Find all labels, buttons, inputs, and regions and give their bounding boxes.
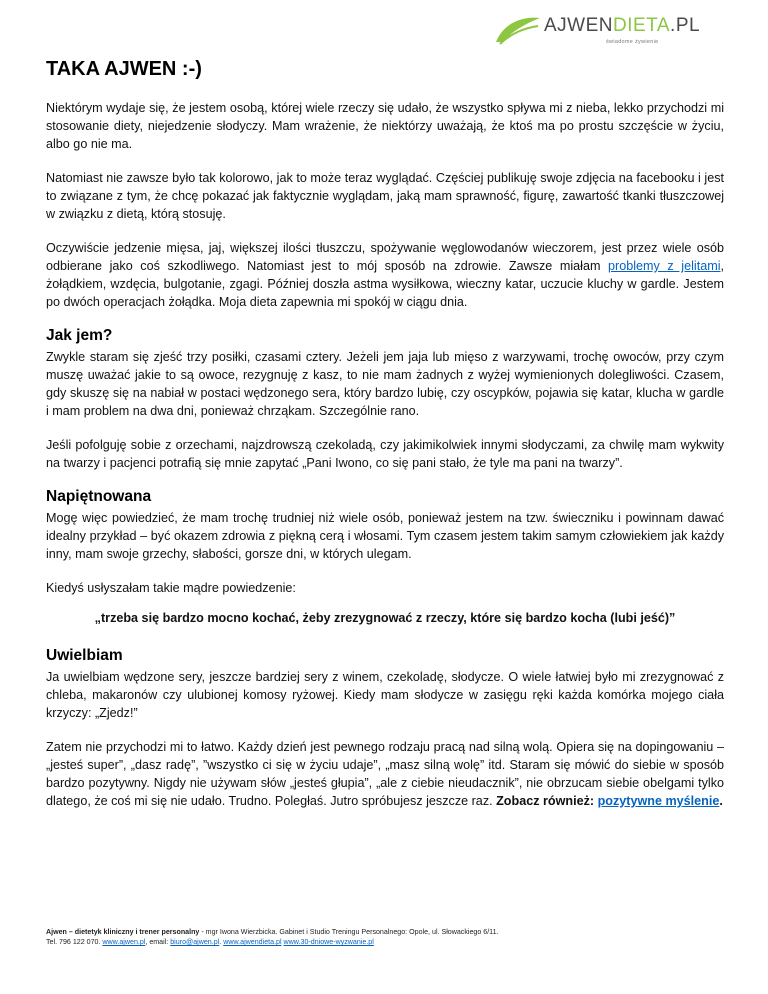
- site-logo: [494, 12, 724, 50]
- napietnowana-paragraph-2: Kiedyś usłyszałam takie mądre powiedzenie:: [46, 581, 296, 595]
- footer-link-email[interactable]: biuro@ajwen.pl: [170, 938, 220, 946]
- uwielbiam-paragraph-2: Zatem nie przychodzi mi to łatwo. Każdy dzień jest pewnego rodzaju pracą nad silną wolą. Opiera się na dopingowaniu – „jesteś super”, „dasz radę”, ”wszystko ci się w życiu udaje”, „masz silną wolę” itd. Staram się mówić do siebie w sposób bardzo pozytywny. Nigdy nie używam słów „jesteś głupia”, „ale z ciebie nieudacznik”, nie obrzucam siebie obelgami tylko dlatego, że coś mi się nie udało. Trudno. Poległaś. Jutro spróbujesz jeszcze raz. Zobacz również: pozytywne myślenie.: [46, 740, 724, 808]
- heading-napietnowana: Napiętnowana: [46, 488, 152, 505]
- footer-link-ajwen[interactable]: www.ajwen.pl: [102, 938, 146, 946]
- heading-jak-jem: Jak jem?: [46, 327, 113, 344]
- article: [46, 58, 724, 826]
- footer-link-ajwendieta[interactable]: www.ajwendieta.pl: [223, 938, 282, 946]
- jak-jem-paragraph-2: Jeśli pofolguję sobie z orzechami, najzdrowszą czekoladą, czy jakimikolwiek innymi słodyczami, za chwilę mam wykwity na twarzy i pacjenci potrafią się mnie zapytać „Pani Iwono, co się pani stało, że tyle ma pani na twarzy”.: [46, 438, 724, 470]
- intro-paragraph-2: Natomiast nie zawsze było tak kolorowo, jak to może teraz wyglądać. Częściej publikuję swoje zdjęcia na facebooku i jest to związane z tym, że chcę pokazać jak faktycznie wyglądam, jaką mam sprawność, figurę, zawartość tkanki tłuszczowej w związku z dietą, którą stosuję.: [46, 171, 724, 221]
- link-pozytywne-myslenie[interactable]: pozytywne myślenie: [597, 794, 720, 808]
- intro-paragraph-1: Niektórym wydaje się, że jestem osobą, której wiele rzeczy się udało, że wszystko spływa mi z nieba, lekko przychodzi mi stosowanie diety, niejedzenie słodyczy. Mam wrażenie, że niektórzy uważają, że ktoś ma po prostu szczęście w życiu, albo go nie ma.: [46, 101, 724, 151]
- quote: „trzeba się bardzo mocno kochać, żeby zrezygnować z rzeczy, które się bardzo kocha (lubi jeść)”: [94, 611, 676, 625]
- link-problemy-z-jelitami[interactable]: problemy z jelitami: [608, 259, 721, 273]
- logo-tagline: świadome żywienie: [606, 39, 659, 45]
- heading-uwielbiam: Uwielbiam: [46, 647, 123, 664]
- logo-text: AJWENDIETA.PL: [544, 15, 701, 36]
- uwielbiam-paragraph-1: Ja uwielbiam wędzone sery, jeszcze bardziej sery z winem, czekoladę, słodycze. O wiele łatwiej było mi zrezygnować z chleba, makaronów czy ulubionej komosy ryżowej. Kiedy mam słodycze w zasięgu ręki każda komórka mojego ciała krzyczy: „Zjedz!”: [46, 670, 724, 720]
- intro-paragraph-3: Oczywiście jedzenie mięsa, jaj, większej ilości tłuszczu, spożywanie węglowodanów wieczorem, jest przez wiele osób odbierane jako coś szkodliwego. Natomiast jest to mój sposób na zdrowie. Zawsze miałam problemy z jelitami, żołądkiem, wzdęcia, bulgotanie, zgagi. Później doszła astma wysiłkowa, wieczny katar, uczucie kluchy w gardle. Jestem po dwóch operacjach żołądka. Moja dieta zapewnia mi spokój w ciągu dnia.: [46, 241, 724, 309]
- footer-link-wyzwanie[interactable]: www.30-dniowe-wyzwanie.pl: [283, 938, 374, 946]
- page-title: TAKA AJWEN :-): [46, 58, 202, 80]
- footer: Ajwen – dietetyk kliniczny i trener personalny - mgr Iwona Wierzbicka. Gabinet i Studio Treningu Personalnego: Opole, ul. Słowackiego 6/11. Tel. 796 122 070. www.ajwen.pl, email: biuro@ajwen.pl. www.ajwendieta.pl www.30-dniowe-wyzwanie.pl: [46, 928, 499, 946]
- napietnowana-paragraph-1: Mogę więc powiedzieć, że mam trochę trudniej niż wiele osób, ponieważ jestem na tzw. świeczniku i powinnam dawać idealny przykład – być okazem zdrowia z piękną cerą i włosami. Tym czasem jestem takim samym człowiekiem jak każdy inny, mam swoje grzechy, słabości, gorsze dni, w których ulegam.: [46, 511, 724, 561]
- jak-jem-paragraph-1: Zwykle staram się zjeść trzy posiłki, czasami cztery. Jeżeli jem jaja lub mięso z warzywami, trochę owoców, przy czym muszę uważać jakie to są owoce, rezygnuję z kasz, to nie mam żadnych z wyżej wymienionych dolegliwości. Czasem, gdy skuszę się na nabiał w postaci wędzonego sera, który bardzo lubię, czy oscypków, pojawia się katar, klucha w gardle i mam problem na dwa dni, ponieważ chrząkam. Szczególnie rano.: [46, 350, 724, 418]
- leaf-icon: [494, 12, 542, 46]
